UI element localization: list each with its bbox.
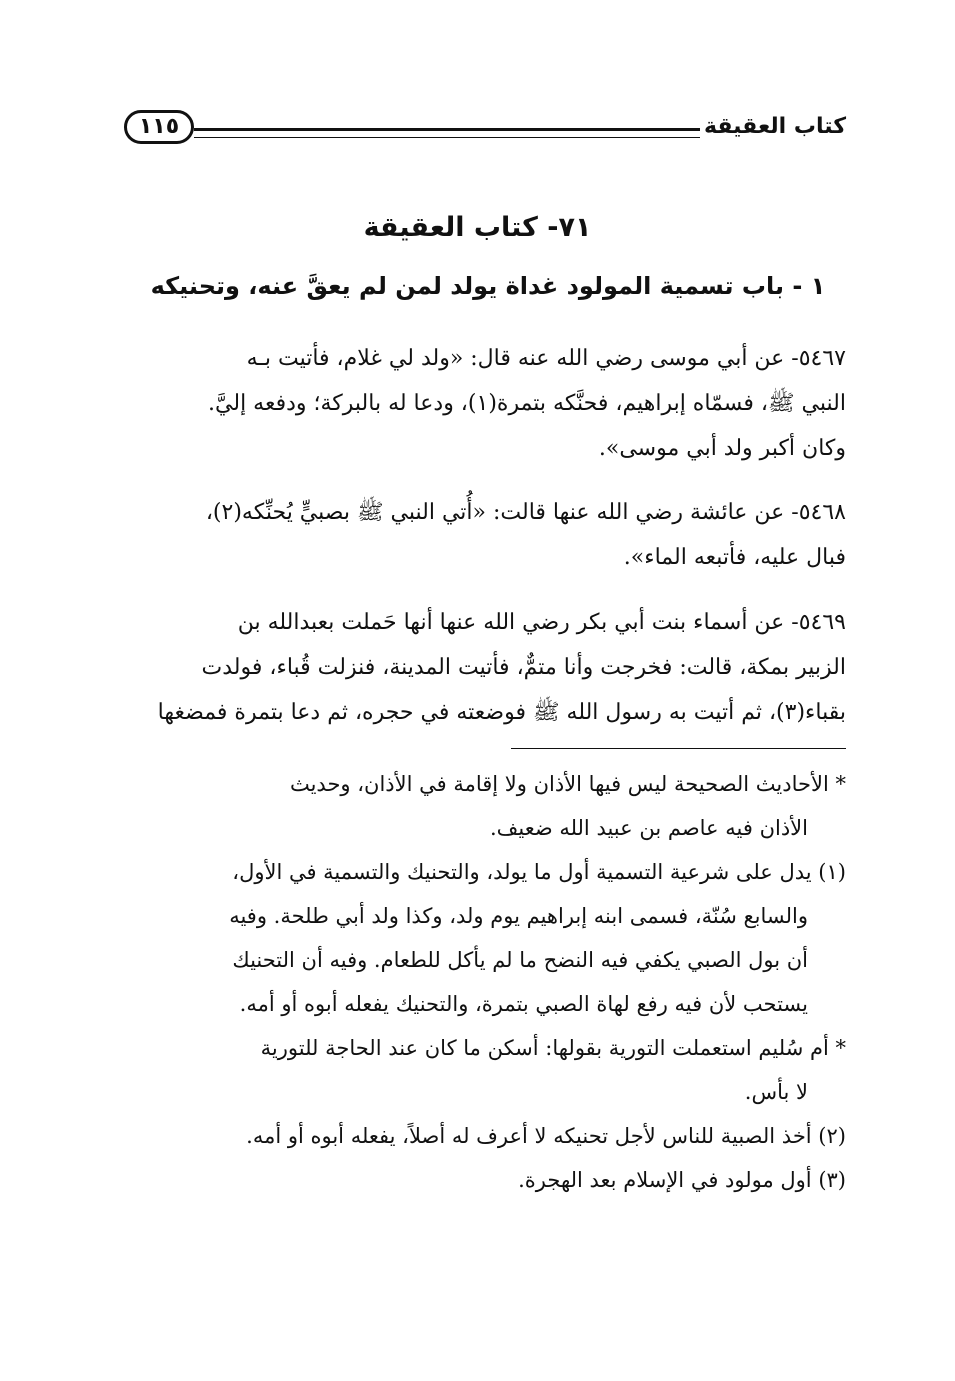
section-title: ١ - باب تسمية المولود غداة يولد لمن لم يعقَّ عنه، وتحنيكه <box>150 272 826 300</box>
footnote-line: (٣) أول مولود في الإسلام بعد الهجرة. <box>518 1168 846 1192</box>
footnote-line: الأذان فيه عاصم بن عبيد الله ضعيف. <box>489 816 808 840</box>
footnote-line: (٢) أخذ الصبية للناس لأجل تحنيكه لا أعرف له أصلاً، يفعله أبوه أو أمه. <box>246 1124 846 1148</box>
hadith-5467 <box>130 336 846 471</box>
footnote-line: أن بول الصبي يكفي فيه النضح ما لم يأكل للطعام. وفيه أن التحنيك <box>232 948 808 972</box>
hadith-line: فبال عليه، فأتبعه الماء». <box>623 545 846 570</box>
page-number: ١١٥ <box>124 110 194 144</box>
footnote-line: * أم سُليم استعملت التورية بقولها: أسكن ما كان عند الحاجة للتورية <box>260 1036 846 1060</box>
footnote-line: لا بأس. <box>744 1080 808 1104</box>
hadith-5468 <box>130 490 846 580</box>
footnote-divider <box>511 748 846 749</box>
footnote-line: (١) يدل على شرعية التسمية أول ما يولد، والتحنيك والتسمية في الأول، <box>232 860 846 884</box>
chapter-title: ٧١- كتاب العقيقة <box>363 212 592 243</box>
footnote-line: والسابع سُنّة، فسمى ابنه إبراهيم يوم ولد، وكذا ولد أبي طلحة. وفيه <box>229 904 808 928</box>
hadith-line: النبي ﷺ، فسمّاه إبراهيم، فحنَّكه بتمرة(١)، ودعا له بالبركة؛ ودفعه إليَّ. <box>208 391 846 416</box>
running-title: كتاب العقيقة <box>703 114 846 139</box>
header-rule <box>194 128 700 138</box>
footnote-line: يستحب لأن فيه رفع لهاة الصبي بتمرة، والتحنيك يفعله أبوه أو أمه. <box>239 992 808 1016</box>
footnotes <box>130 762 846 1202</box>
hadith-line: الزبير بمكة، قالت: فخرجت وأنا متمٌّ، فأتيت المدينة، فنزلت قُباء، فولدت <box>201 655 846 680</box>
page-header <box>118 104 846 156</box>
hadith-line: بقباء(٣)، ثم أتيت به رسول الله ﷺ فوضعته في حجره، ثم دعا بتمرة فمضغها <box>157 700 846 725</box>
hadith-line: ٥٤٦٨- عن عائشة رضي الله عنها قالت: «أُتي النبي ﷺ بصبيٍّ يُحنِّكه(٢)، <box>205 500 846 525</box>
hadith-line: ٥٤٦٧- عن أبي موسى رضي الله عنه قال: «ولد لي غلام، فأتيت بـه <box>246 346 846 371</box>
hadith-line: ٥٤٦٩- عن أسماء بنت أبي بكر رضي الله عنها أنها حَملت بعبدالله بن <box>237 610 846 635</box>
footnote-line: * الأحاديث الصحيحة ليس فيها الأذان ولا إقامة في الأذان، وحديث <box>289 772 846 796</box>
hadith-line: وكان أكبر ولد أبي موسى». <box>598 436 846 461</box>
hadith-5469 <box>130 600 846 735</box>
